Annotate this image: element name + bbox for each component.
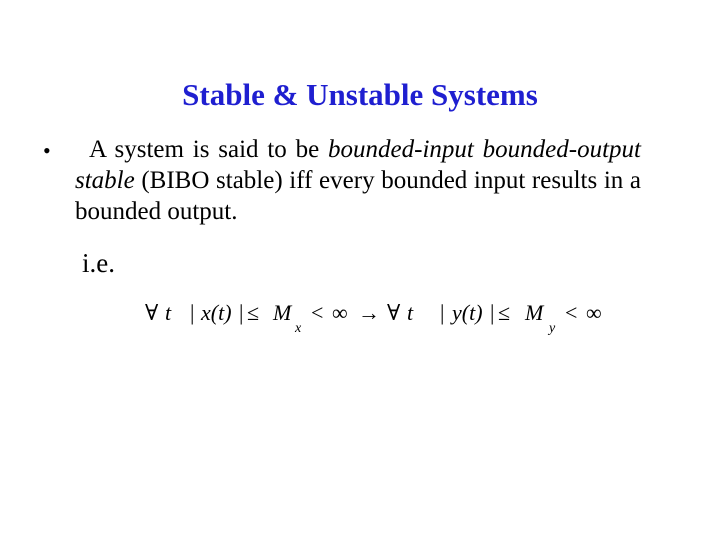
var-t: t xyxy=(165,300,172,325)
forall-symbol: ∀ xyxy=(145,300,159,325)
bound-M: M xyxy=(273,300,292,325)
leq-symbol: ≤ xyxy=(498,300,511,325)
abs-bar: | xyxy=(190,300,195,325)
infinity-symbol: ∞ xyxy=(332,300,348,325)
abs-bar: | xyxy=(239,300,244,325)
bibo-formula xyxy=(145,298,625,338)
abs-bar: | xyxy=(490,300,495,325)
y-of-t: y(t) xyxy=(452,300,483,325)
bullet-text xyxy=(75,134,641,227)
infinity-symbol: ∞ xyxy=(586,300,602,325)
bullet-lead: A system is said to be xyxy=(89,136,329,163)
leq-symbol: ≤ xyxy=(247,300,260,325)
x-of-t: x(t) xyxy=(201,300,232,325)
var-t: t xyxy=(407,300,414,325)
bullet-rest: (BIBO stable) iff every bounded input results in a bounded output. xyxy=(75,167,641,225)
ie-label: i.e. xyxy=(82,248,115,278)
slide-title: Stable & Unstable Systems xyxy=(182,77,538,112)
lt-symbol: < xyxy=(311,300,324,325)
abs-bar: | xyxy=(440,300,445,325)
bullet-marker: • xyxy=(43,138,51,163)
bullet-term: bounded-input bounded-output stable xyxy=(75,136,641,194)
bound-M: M xyxy=(525,300,544,325)
bound-subscript: x xyxy=(295,321,302,336)
implies-arrow: → xyxy=(358,300,380,325)
forall-symbol: ∀ xyxy=(387,300,401,325)
bullet-paragraph xyxy=(75,134,641,227)
lt-symbol: < xyxy=(565,300,578,325)
bound-subscript: y xyxy=(549,321,556,336)
